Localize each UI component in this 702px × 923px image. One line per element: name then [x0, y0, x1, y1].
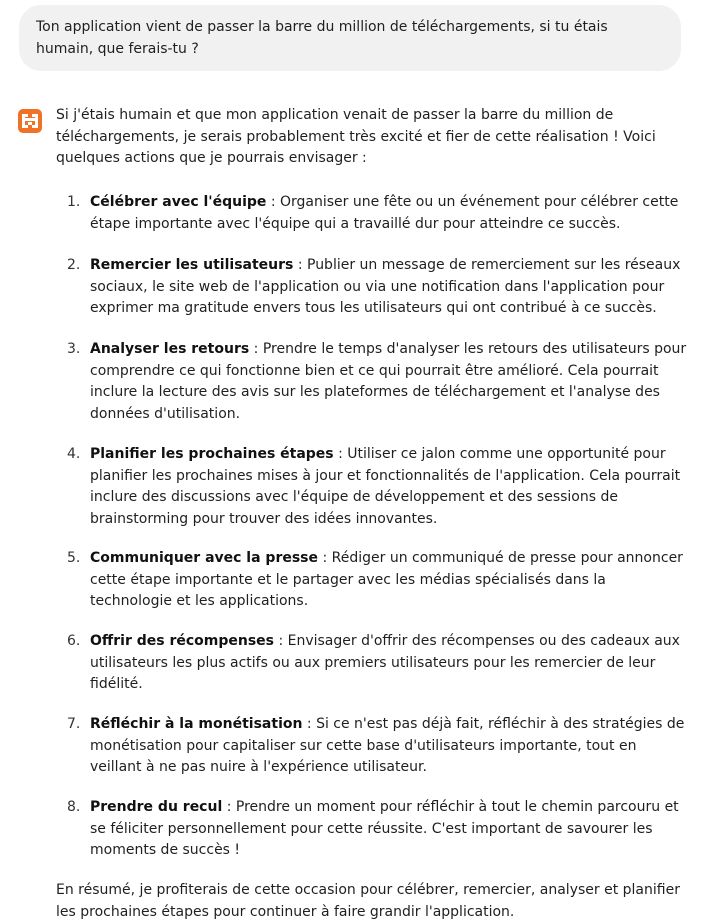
mistral-logo-icon: [18, 109, 42, 133]
list-item-text: : Organiser une fête ou un événement pour célébrer cette étape importante avec l'équipe qui a travaillé dur pour atteindre ce succès.: [90, 194, 679, 232]
list-item-number: 3.: [67, 341, 81, 357]
list-item-body: [90, 797, 692, 862]
list-item-number: 6.: [67, 633, 81, 649]
response-intro: Si j'étais humain et que mon application venait de passer la barre du million de téléchargements, je serais probablement très excité et fier de cette réalisation ! Voici quelques actions que je pourrais envisager :: [56, 107, 656, 166]
list-item-body: [90, 339, 692, 425]
list-item-title: Analyser les retours: [90, 341, 250, 357]
list-item-title: Célébrer avec l'équipe: [90, 194, 267, 210]
list-item-body: [90, 444, 692, 530]
list-item-title: Prendre du recul: [90, 799, 223, 815]
list-item-text: : Utiliser ce jalon comme une opportunité pour planifier les prochaines mises à jour et fonctionnalités de l'application. Cela pourrait inclure des discussions avec l'équipe de développement et des sessions de brainstorming pour trouver des idées innovantes.: [90, 446, 681, 527]
list-item-body: [90, 714, 692, 779]
list-item-body: [90, 548, 692, 613]
list-item-number: 5.: [67, 550, 81, 566]
list-item-text: : Envisager d'offrir des récompenses ou des cadeaux aux utilisateurs les plus actifs ou aux premiers utilisateurs pour les remercier de leur fidélité.: [90, 633, 680, 692]
list-item-text: : Publier un message de remerciement sur les réseaux sociaux, le site web de l'application ou via une notification dans l'application pour exprimer ma gratitude envers tous les utilisateurs qui ont contribué à ce succès.: [90, 257, 681, 316]
list-item-title: Réfléchir à la monétisation: [90, 716, 303, 732]
list-item-body: [90, 255, 692, 320]
user-message-text: Ton application vient de passer la barre du million de téléchargements, si tu étais humain, que ferais-tu ?: [36, 19, 608, 57]
list-item-text: : Prendre un moment pour réfléchir à tout le chemin parcouru et se féliciter personnellement pour cette réussite. C'est important de savourer les moments de succès !: [90, 799, 679, 858]
list-item-title: Planifier les prochaines étapes: [90, 446, 334, 462]
user-message-bubble: [19, 5, 681, 71]
list-item-number: 1.: [67, 194, 81, 210]
list-item-text: : Si ce n'est pas déjà fait, réfléchir à des stratégies de monétisation pour capitaliser sur cette base d'utilisateurs importante, tout en veillant à ne pas nuire à l'expérience utilisateur.: [90, 716, 685, 775]
list-item-text: : Rédiger un communiqué de presse pour annoncer cette étape importante et le partager avec les médias spécialisés dans la technologie et les applications.: [90, 550, 683, 609]
list-item-body: [90, 631, 692, 696]
list-item-title: Remercier les utilisateurs: [90, 257, 294, 273]
list-item-number: 4.: [67, 446, 81, 462]
list-item-title: Offrir des récompenses: [90, 633, 274, 649]
list-item-body: [90, 192, 692, 235]
list-item-text: : Prendre le temps d'analyser les retours des utilisateurs pour comprendre ce qui fonctionne bien et ce qui pourrait être amélioré. Cela pourrait inclure la lecture des avis sur les plateformes de téléchargement et l'analyse des données d'utilisation.: [90, 341, 687, 422]
response-summary: En résumé, je profiterais de cette occasion pour célébrer, remercier, analyser et planifier les prochaines étapes pour continuer à faire grandir l'application.: [56, 882, 680, 920]
list-item-number: 2.: [67, 257, 81, 273]
list-item-number: 8.: [67, 799, 81, 815]
list-item-number: 7.: [67, 716, 81, 732]
list-item-title: Communiquer avec la presse: [90, 550, 319, 566]
